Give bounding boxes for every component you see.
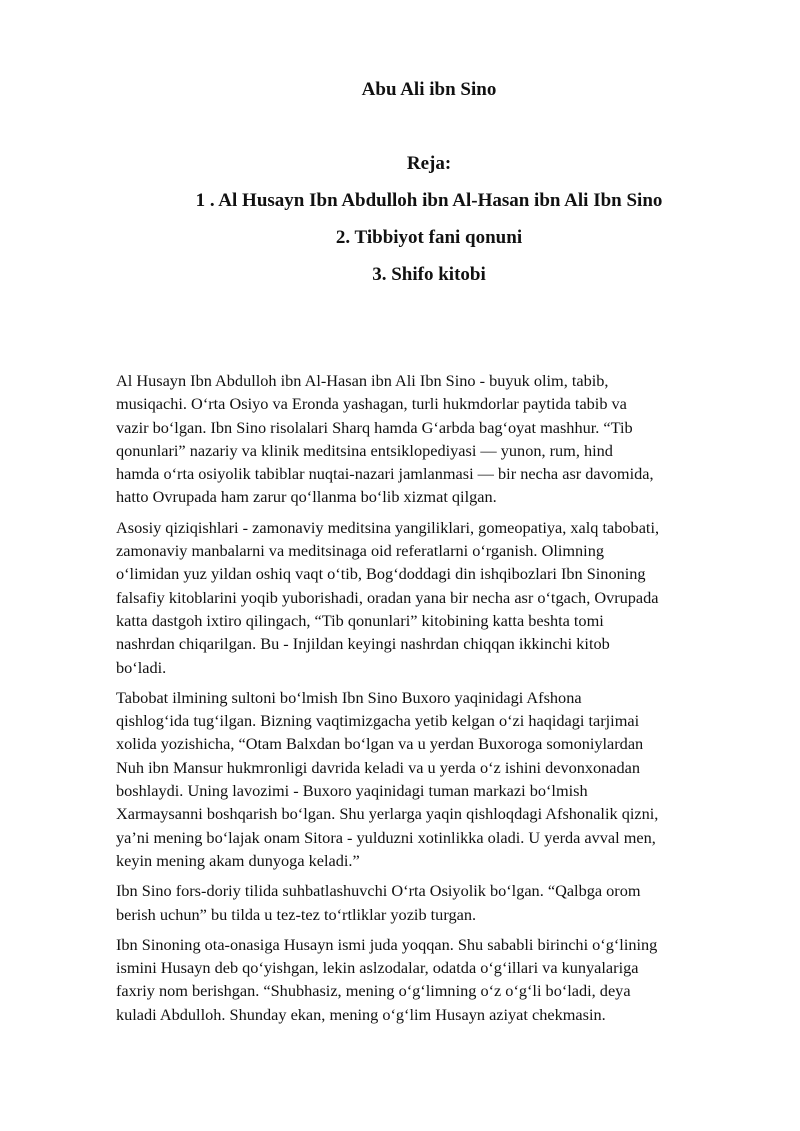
text-line: musiqachi. O‘rta Osiyo va Eronda yashagan, turli hukmdorlar paytida tabib va — [116, 394, 627, 414]
text-line: Al Husayn Ibn Abdulloh ibn Al-Hasan ibn Ali Ibn Sino - buyuk olim, tabib, — [116, 371, 609, 390]
paragraph — [116, 933, 748, 1026]
text-line: falsafiy kitoblarini yoqib yuborishadi, oradan yana bir necha asr o‘tgach, Ovrupada — [116, 587, 659, 607]
plan-item: 1 . Al Husayn Ibn Abdulloh ibn Al-Hasan ibn Ali Ibn Sino — [195, 190, 663, 211]
text-line: keyin mening akam dunyoga keladi.” — [116, 850, 360, 870]
text-line: Ibn Sinoning ota-onasiga Husayn ismi juda yoqqan. Shu sababli birinchi o‘g‘lining — [116, 934, 658, 954]
plan-item: 2. Tibbiyot fani qonuni — [335, 227, 523, 248]
text-line: qishlog‘ida tug‘ilgan. Bizning vaqtimizgacha yetib kelgan o‘zi haqidagi tarjimai — [116, 711, 640, 731]
text-line: hatto Ovrupada ham zarur qo‘llanma bo‘lib xizmat qilgan. — [116, 487, 497, 507]
paragraph — [116, 879, 748, 926]
text-line: zamonaviy manbalarni va meditsinaga oid referatlarni o‘rganish. Olimning — [116, 541, 604, 561]
text-line: Xarmaysanni boshqarish bo‘lgan. Shu yerlarga yaqin qishloqdagi Afshonalik qizni, — [116, 804, 659, 824]
text-line: o‘limidan yuz yildan oshiq vaqt o‘tib, Bog‘doddagi din ishqibozlari Ibn Sinoning — [116, 564, 646, 584]
text-line: hamda o‘rta osiyolik tabiblar nuqtai-nazari jamlanmasi — bir necha asr davomida, — [116, 464, 654, 484]
text-line: ismini Husayn deb qo‘yishgan, lekin aslzodalar, odatda o‘g‘illari va kunyalariga — [116, 958, 639, 978]
paragraph — [116, 369, 748, 509]
text-line: vazir bo‘lgan. Ibn Sino risolalari Sharq hamda G‘arbda bag‘oyat mashhur. “Tib — [116, 417, 633, 437]
text-line: katta dastgoh ixtiro qilingach, “Tib qonunlari” kitobining katta beshta tomi — [116, 610, 604, 630]
text-line: qonunlari” nazariy va klinik meditsina entsiklopediyasi — yunon, rum, hind — [116, 440, 613, 460]
text-line: Nuh ibn Mansur hukmronligi davrida keladi va u yerda o‘z ishini devonxonadan — [116, 757, 641, 777]
document-title: Abu Ali ibn Sino — [361, 79, 497, 100]
plan-heading: Reja: — [406, 153, 452, 174]
text-line: xolida yozishicha, “Otam Balxdan bo‘lgan va u yerdan Buxoroga somoniylardan — [116, 734, 644, 754]
text-line: ya’ni mening bo‘lajak onam Sitora - yulduzni xotinlikka oladi. U yerda avval men, — [116, 827, 656, 847]
body-text — [116, 369, 748, 1033]
paragraph — [116, 516, 748, 679]
text-line: bo‘ladi. — [116, 657, 167, 677]
text-line: berish uchun” bu tilda u tez-tez to‘rtliklar yozib turgan. — [116, 904, 477, 924]
text-line: Asosiy qiziqishlari - zamonaviy meditsina yangiliklari, gomeopatiya, xalq tabobati, — [116, 517, 660, 537]
text-line: boshlaydi. Uning lavozimi - Buxoro yaqinidagi tuman markazi bo‘lmish — [116, 781, 588, 801]
text-line: Tabobat ilmining sultoni bo‘lmish Ibn Sino Buxoro yaqinidagi Afshona — [116, 687, 582, 707]
text-line: kuladi Abdulloh. Shunday ekan, mening o‘g‘lim Husayn aziyat chekmasin. — [116, 1004, 606, 1024]
paragraph — [116, 686, 748, 872]
plan-section — [0, 151, 800, 299]
plan-item: 3. Shifo kitobi — [372, 264, 486, 285]
text-line: Ibn Sino fors-doriy tilida suhbatlashuvchi O‘rta Osiyolik bo‘lgan. “Qalbga orom — [116, 881, 641, 901]
text-line: faxriy nom berishgan. “Shubhasiz, mening o‘g‘limning o‘z o‘g‘li bo‘ladi, deya — [116, 981, 631, 1001]
text-line: nashrdan chiqarilgan. Bu - Injildan keyingi nashrdan chiqqan ikkinchi kitob — [116, 634, 610, 654]
